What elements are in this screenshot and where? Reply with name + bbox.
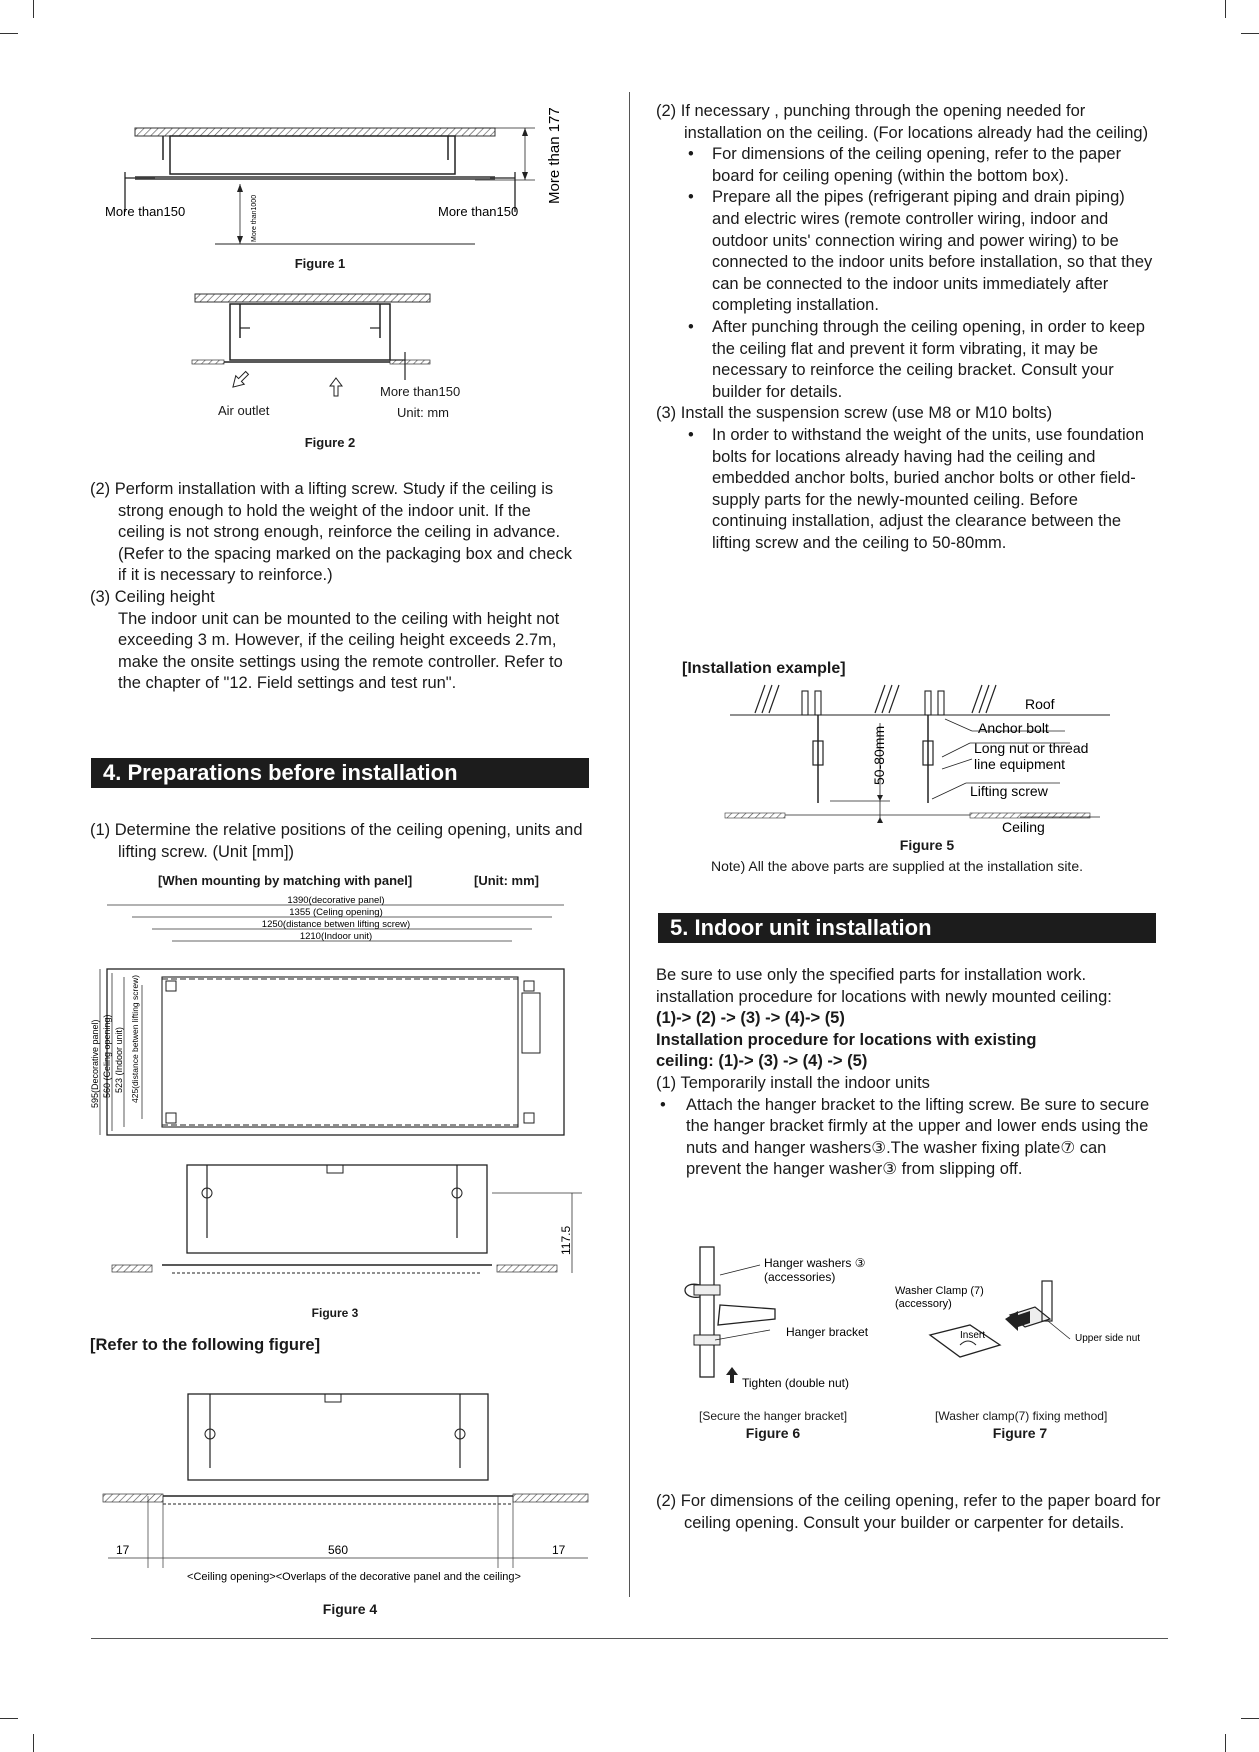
- air-outlet-label: Air outlet: [218, 403, 270, 418]
- s5-item-1: (1) Temporarily install the indoor units: [656, 1073, 930, 1092]
- para-3-body: The indoor unit can be mounted to the ceiling with height not exceeding 3 m. However, if the ceiling height exceeds 2.7m, make the onsite settings using the remote controller. Refer to the chapter of "12. Field settings and test run".: [118, 609, 563, 693]
- crop-mark: [1225, 1734, 1226, 1752]
- r3-title: (3) Install the suspension screw (use M8 or M10 bolts): [656, 404, 1053, 423]
- figure-7-caption: Figure 7: [992, 1425, 1048, 1441]
- fig6-sub: [Secure the hanger bracket]: [699, 1409, 848, 1423]
- insert-arrow-icon: [1005, 1311, 1030, 1331]
- right-text-block-1: [656, 101, 1156, 554]
- ceiling-line: [135, 176, 495, 180]
- fig5-heading: [Installation example]: [682, 660, 846, 677]
- figure-1-caption: Figure 1: [294, 256, 346, 271]
- r2-bullet-3: • After punching through the ceiling opening, in order to keep the ceiling flat and prevent it form vibrating, it may be necessary to reinforce the ceiling bracket. Consult your builder for details.: [688, 317, 1145, 401]
- r2-bullet-1: • For dimensions of the ceiling opening, refer to the paper board for ceiling opening (within the bottom box).: [688, 145, 1122, 185]
- s5-bullet: • Attach the hanger bracket to the lifting screw. Be sure to secure the hanger bracket firmly at the upper and lower ends using the nuts and hanger washers③.The washer fixing plate⑦ can prevent the hanger washer③ from slipping off.: [660, 1095, 1150, 1179]
- dim-h-4: 1210(Indoor unit): [299, 931, 373, 942]
- crop-mark: [1225, 0, 1226, 18]
- crop-mark: [0, 33, 18, 34]
- crop-mark: [33, 0, 34, 18]
- fig7-sub: [Washer clamp(7) fixing method]: [935, 1409, 1108, 1423]
- figure-5: [720, 683, 1120, 833]
- left-text-block: [90, 479, 580, 695]
- fig5-ceiling: Ceiling: [1002, 819, 1045, 835]
- figure-3: [92, 893, 590, 1293]
- para-3-title: (3) Ceiling height: [90, 587, 215, 606]
- crop-mark: [1241, 33, 1259, 34]
- para-2: (2) Perform installation with a lifting screw. Study if the ceiling is strong enough to hold the weight of the indoor unit. If the ceiling is not strong enough, reinforce the ceiling in advance.: [90, 480, 561, 542]
- crop-mark: [0, 1718, 18, 1719]
- column-divider: [629, 92, 630, 1597]
- r-last-item: (2) For dimensions of the ceiling opening, refer to the paper board for ceiling opening. Consult your builder or carpenter for details.: [656, 1492, 1161, 1532]
- fig1-left-label: More than150: [105, 204, 186, 219]
- s5-existing-1: Installation procedure for locations with existing: [656, 1030, 1037, 1049]
- fig1-vertical-right: More than 177: [546, 107, 563, 204]
- fig1-vertical-small: More than1000: [251, 194, 258, 242]
- dim-v-3: 523 (Indoor unit): [114, 1026, 124, 1093]
- crop-mark: [33, 1734, 34, 1752]
- fig7-clamp: Washer Clamp (7): [895, 1285, 984, 1297]
- r2-title: (2) If necessary , punching through the opening needed for installation on the ceiling. (For locations already had the ceiling): [656, 102, 1149, 142]
- dim-h-1: 1390(decorative panel): [287, 895, 385, 906]
- para-2-note: (Refer to the spacing marked on the packaging box and check if it is necessary to reinforce.): [118, 544, 573, 585]
- fig7-insert: Insert: [960, 1330, 986, 1341]
- fig4-dim-mid: 560: [327, 1543, 349, 1557]
- fig4-dim-left: 17: [116, 1543, 130, 1557]
- fig5-long-nut-2: line equipment: [974, 756, 1066, 772]
- figure-1: [95, 92, 575, 272]
- figure-2-caption: Figure 2: [304, 435, 356, 450]
- fig5-anchor: Anchor bolt: [978, 720, 1049, 736]
- s5-existing-2: ceiling: (1)-> (3) -> (4) -> (5): [656, 1052, 868, 1071]
- fig2-more-than: More than150: [380, 384, 461, 399]
- figure-3-caption: Figure 3: [311, 1306, 359, 1320]
- figure-4-caption: Figure 4: [322, 1601, 378, 1617]
- tighten-arrow-icon: [726, 1367, 738, 1383]
- fig2-unit: Unit: mm: [397, 405, 449, 420]
- figure-4: [98, 1388, 598, 1586]
- fig6-accessories: (accessories): [764, 1270, 836, 1284]
- crop-mark: [1241, 1718, 1259, 1719]
- r3-bullet: • In order to withstand the weight of the units, use foundation bolts for locations already having had the ceiling and embedded anchor bolts, buried anchor bolts or other field-supply parts for the newly-mounted ceiling. Before continuing installation, adjust the clearance between the lifting screw and the ceiling to 50-80mm.: [688, 425, 1145, 552]
- section-5-heading: 5. Indoor unit installation: [658, 913, 1156, 943]
- figure-6: [660, 1245, 890, 1395]
- dim-h-2: 1355 (Celing opening): [289, 907, 383, 918]
- fig3-side-dim: 117.5: [559, 1225, 573, 1255]
- fig7-upper-nut: Upper side nut: [1075, 1333, 1141, 1344]
- section-4-item-1: (1) Determine the relative positions of the ceiling opening, units and lifting screw. (Unit [mm]): [90, 821, 583, 861]
- indoor-unit: [170, 136, 455, 174]
- fig3-panel-label: [When mounting by matching with panel]: [158, 873, 413, 888]
- fig5-dim: 50-80mm: [871, 725, 887, 785]
- air-outlet-arrow-icon: [229, 369, 252, 392]
- s5-intro: Be sure to use only the specified parts for installation work. installation procedure for locations with newly mounted ceiling:: [656, 966, 1112, 1006]
- section-4-heading: 4. Preparations before installation: [91, 758, 589, 788]
- fig5-roof: Roof: [1025, 696, 1055, 712]
- roof-hatch: [135, 128, 495, 136]
- fig6-washers: Hanger washers ③: [764, 1256, 866, 1270]
- figure-6-caption: Figure 6: [745, 1425, 801, 1441]
- figure-7: [890, 1275, 1145, 1395]
- up-arrow-icon: [330, 378, 342, 396]
- fig6-tighten: Tighten (double nut): [742, 1376, 849, 1390]
- r2-bullet-2: • Prepare all the pipes (refrigerant piping and drain piping) and electric wires (remote controller wiring, indoor and outdoor units' connection wiring and power wiring) to be connected to the indoor units before installation, so that they can be connected to the indoor units immediately after completing installation.: [688, 188, 1153, 315]
- fig7-accessory: (accessory): [895, 1298, 952, 1310]
- refer-heading: [Refer to the following figure]: [90, 1336, 321, 1354]
- figure-5-caption: Figure 5: [899, 837, 955, 853]
- fig5-long-nut-1: Long nut or thread: [974, 740, 1089, 756]
- fig5-note: Note) All the above parts are supplied at the installation site.: [711, 858, 1083, 874]
- right-text-block-2: [656, 965, 1161, 1181]
- dim-v-2: 560 (Celing opening): [102, 1014, 112, 1098]
- dim-h-3: 1250(distance betwen lifting screw): [261, 919, 411, 930]
- dim-v-1: 595(Decorative panel): [90, 1019, 100, 1108]
- fig3-unit-label: [Unit: mm]: [474, 873, 539, 888]
- dim-v-4: 425(distance betwen lifting screw): [130, 974, 140, 1103]
- fig6-bracket: Hanger bracket: [786, 1325, 869, 1339]
- fig4-note: <Ceiling opening><Overlaps of the decorative panel and the ceiling>: [187, 1571, 521, 1583]
- footer-rule: [91, 1638, 1168, 1639]
- fig4-dim-right: 17: [552, 1543, 566, 1557]
- fig5-lifting: Lifting screw: [970, 783, 1048, 799]
- s5-seq-1: (1)-> (2) -> (3) -> (4)-> (5): [656, 1009, 845, 1028]
- fig1-right-label: More than150: [438, 204, 519, 219]
